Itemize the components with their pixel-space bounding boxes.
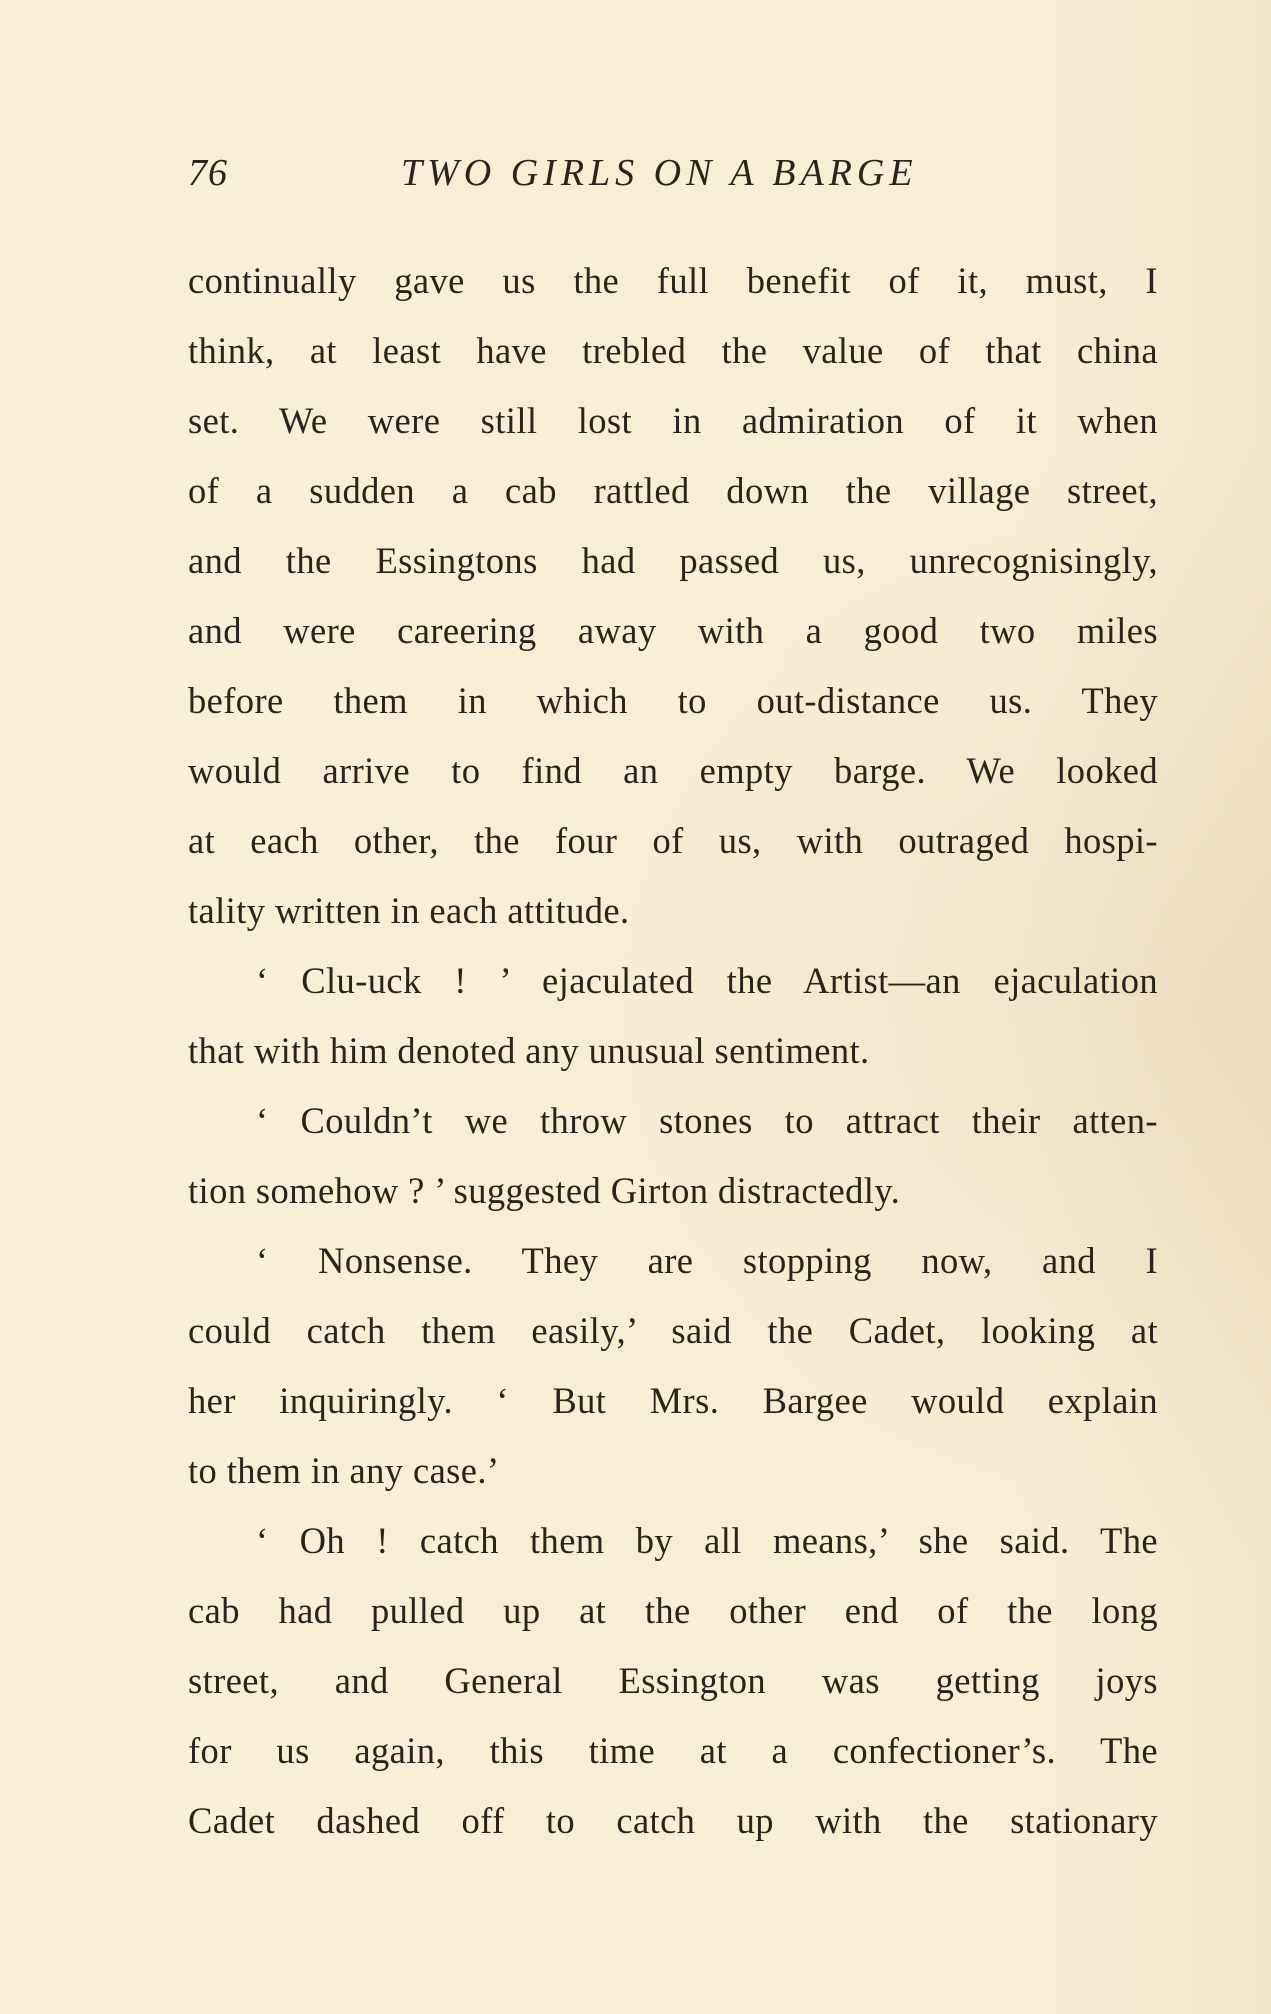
text-line: for us again, this time at a confectioner’s. The: [188, 1730, 1158, 1771]
text-line: Cadet dashed off to catch up with the stationary: [188, 1800, 1158, 1841]
text-line: continually gave us the full benefit of it, must, I: [188, 260, 1158, 301]
text-line: that with him denoted any unusual sentiment.: [188, 1030, 870, 1071]
text-line: ‘ Couldn’t we throw stones to attract their atten-: [256, 1100, 1158, 1141]
text-line: to them in any case.’: [188, 1450, 500, 1491]
text-line: and the Essingtons had passed us, unrecognisingly,: [188, 540, 1158, 581]
text-line: and were careering away with a good two miles: [188, 610, 1158, 651]
body-text: [188, 246, 1158, 1856]
text-line: tality written in each attitude.: [188, 890, 630, 931]
book-title: TWO GIRLS ON A BARGE: [401, 152, 918, 194]
text-line: tion somehow ? ’ suggested Girton distractedly.: [188, 1170, 901, 1211]
text-line: set. We were still lost in admiration of it when: [188, 400, 1158, 441]
text-line: her inquiringly. ‘ But Mrs. Bargee would explain: [188, 1380, 1158, 1421]
text-line: before them in which to out-distance us. They: [188, 680, 1158, 721]
text-line: of a sudden a cab rattled down the village street,: [188, 470, 1158, 511]
text-line: ‘ Clu-uck ! ’ ejaculated the Artist—an ejaculation: [256, 960, 1158, 1001]
text-line: ‘ Oh ! catch them by all means,’ she said. The: [256, 1520, 1158, 1561]
text-line: street, and General Essington was getting joys: [188, 1660, 1158, 1701]
text-line: would arrive to find an empty barge. We looked: [188, 750, 1158, 791]
text-line: ‘ Nonsense. They are stopping now, and I: [256, 1240, 1158, 1281]
text-line: at each other, the four of us, with outraged hospi-: [188, 820, 1158, 861]
page-number: 76: [188, 152, 228, 194]
text-line: think, at least have trebled the value of that china: [188, 330, 1158, 371]
text-line: cab had pulled up at the other end of the long: [188, 1590, 1158, 1631]
text-line: could catch them easily,’ said the Cadet, looking at: [188, 1310, 1158, 1351]
running-head: [188, 148, 1158, 198]
